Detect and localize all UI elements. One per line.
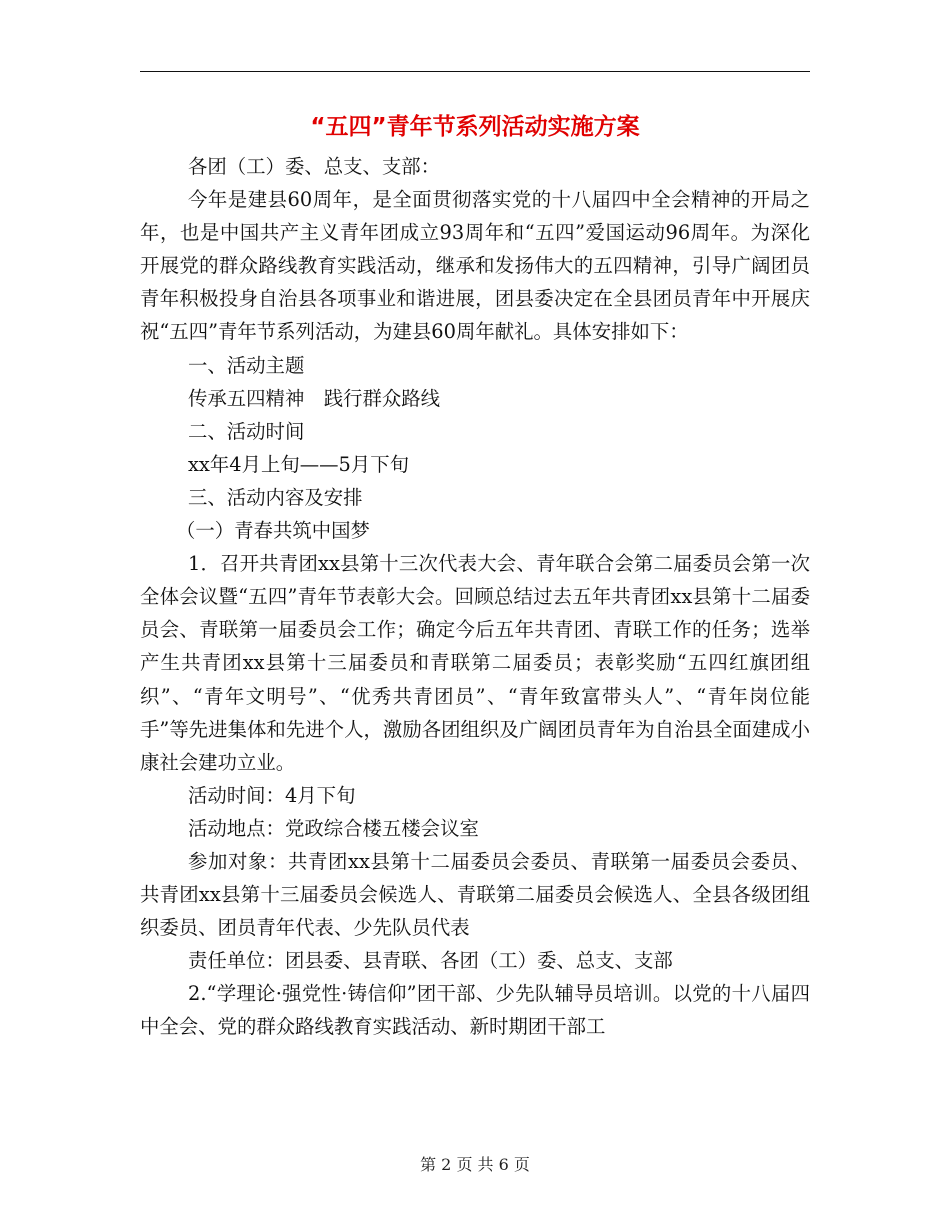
- subsection-heading: （一）青春共筑中国梦: [176, 519, 370, 543]
- item-1-paragraph: 1．召开共青团xx县第十三次代表大会、青年联合会第二届委员会第一次全体会议暨“五四”青年节表彰大会。回顾总结过去五年共青团xx县第十二届委员会、青联第一届委员会工作；确定今后五年共青团、青联工作的任务；选举产生共青团xx县第十三届委员和青联第二届委员；表彰奖励“五四红旗团组织”、“青年文明号”、“优秀共青团员”、“青年致富带头人”、“青年岗位能手”等先进集体和先进个人，激励各团组织及广阔团员青年为自治县全面建成小康社会建功立业。: [140, 552, 810, 774]
- header-rule: [140, 71, 810, 72]
- intro-paragraph: 今年是建县60周年，是全面贯彻落实党的十八届四中全会精神的开局之年，也是中国共产主义青年团成立93周年和“五四”爱国运动96周年。为深化开展党的群众路线教育实践活动，继承和发扬伟大的五四精神，引导广阔团员青年积极投身自治县各项事业和谐进展，团县委决定在全县团员青年中开展庆祝“五四”青年节系列活动，为建县60周年献礼。具体安排如下：: [140, 188, 810, 344]
- salutation: 各团（工）委、总支、支部：: [188, 155, 441, 178]
- item-1-participants: 参加对象：共青团xx县第十二届委员会委员、青联第一届委员会委员、共青团xx县第十三届委员会候选人、青联第二届委员会候选人、全县各级团组织委员、团员青年代表、少先队员代表: [140, 849, 810, 940]
- page-number-footer: 第 2 页 共 6 页: [420, 1155, 530, 1174]
- section-heading-time: 二、活动时间: [188, 419, 305, 443]
- item-1-location: 活动地点：党政综合楼五楼会议室: [188, 816, 479, 840]
- section-heading-content: 三、活动内容及安排: [188, 485, 363, 509]
- item-2-paragraph: 2.“学理论·强党性·铸信仰”团干部、少先队辅导员培训。以党的十八届四中全会、党的群众路线教育实践活动、新时期团干部工: [140, 982, 810, 1039]
- time-text: xx年4月上旬——5月下旬: [188, 452, 410, 476]
- theme-text: 传承五四精神 践行群众路线: [188, 386, 441, 410]
- document-body: [140, 150, 810, 1044]
- section-heading-theme: 一、活动主题: [188, 353, 305, 377]
- document-title: “五四”青年节系列活动实施方案: [310, 114, 640, 140]
- item-1-responsible: 责任单位：团县委、县青联、各团（工）委、总支、支部: [188, 949, 673, 973]
- item-1-time: 活动时间：4月下旬: [188, 783, 356, 807]
